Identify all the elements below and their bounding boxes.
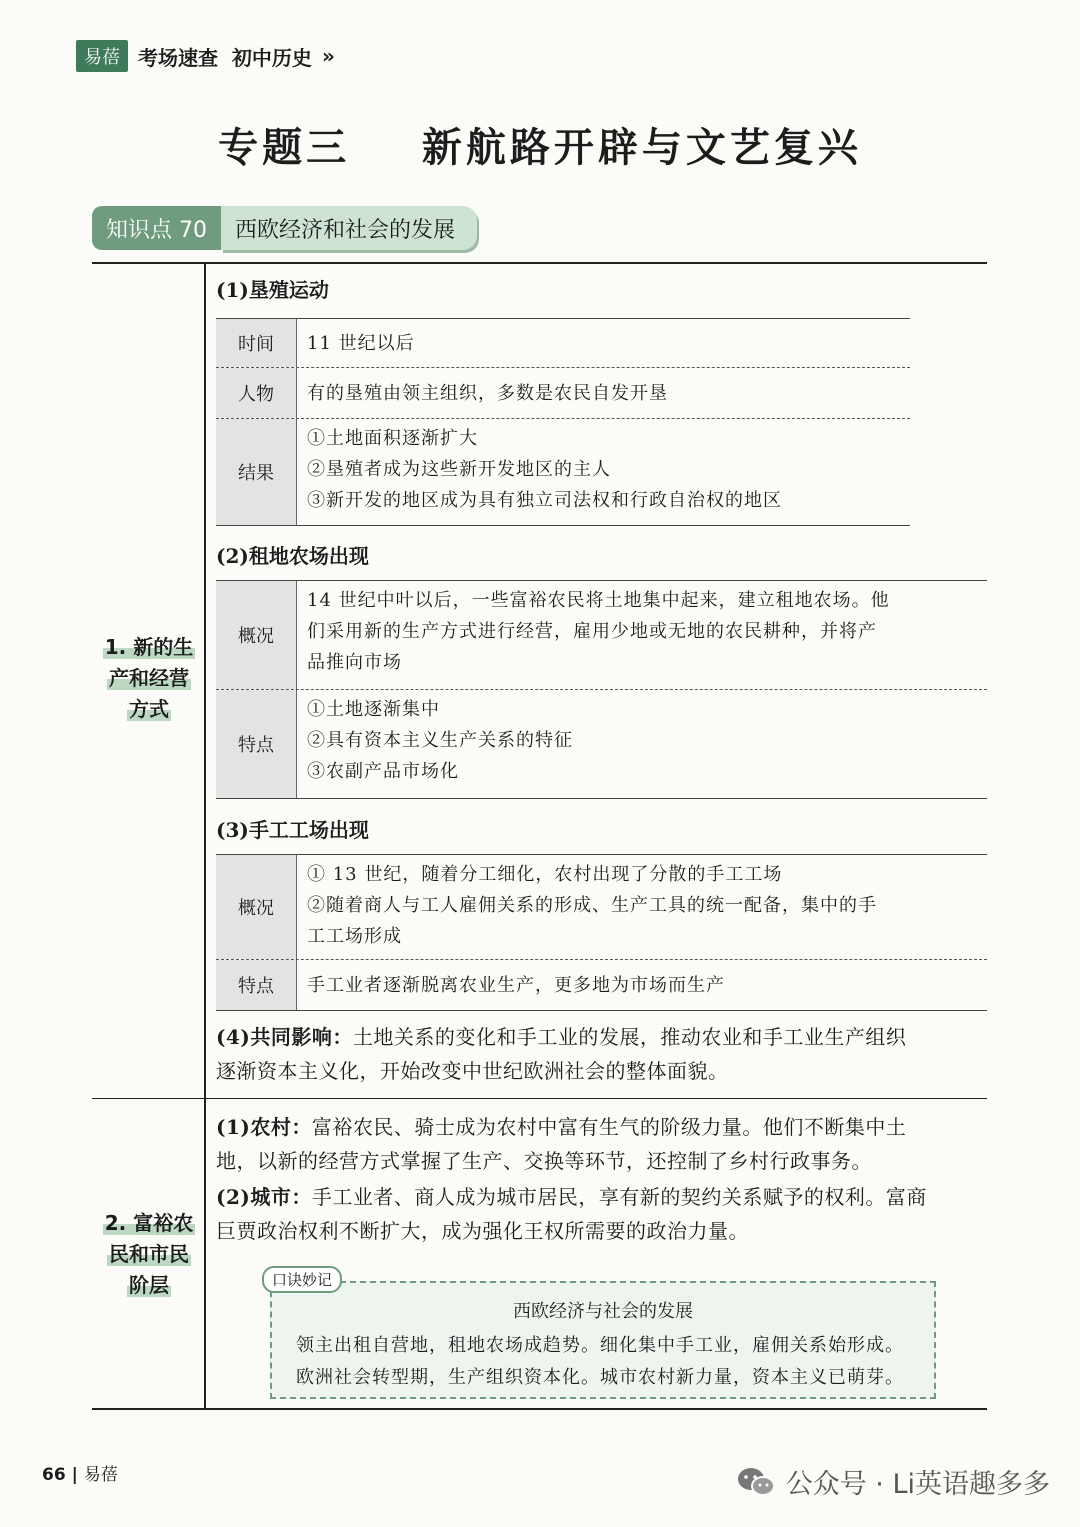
info-table-workshop	[216, 854, 987, 1011]
sub-heading-reclamation: (1)垦殖运动	[216, 278, 329, 302]
header-bar	[76, 40, 335, 72]
label-column-divider	[204, 262, 206, 1410]
section-label-2: 2. 富裕农 民和市民 阶层	[104, 1211, 194, 1297]
sub-heading-lease-farm: (2)租地农场出现	[216, 544, 369, 568]
table-row: 特点 ①土地逐渐集中 ②具有资本主义生产关系的特征 ③农副产品市场化	[216, 690, 987, 799]
knowledge-point-banner	[92, 206, 477, 250]
watermark	[736, 1462, 1050, 1501]
mnemonic-box	[270, 1281, 936, 1399]
table-top-border	[92, 262, 987, 264]
table-row: 结果 ①土地面积逐渐扩大 ②垦殖者成为这些新开发地区的主人 ③新开发的地区成为具有独立司法权和行政自治权的地区	[216, 419, 910, 526]
mnemonic-title: 西欧经济与社会的发展	[513, 1301, 693, 1322]
mnemonic-tag: 口诀妙记	[262, 1266, 342, 1293]
page-title: 专题三 新航路开辟与文艺复兴	[218, 125, 862, 171]
footer-brand: 易蓓	[83, 1465, 118, 1485]
table-row: 概况 ① 13 世纪，随着分工细化，农村出现了分散的手工工场 ②随着商人与工人雇佣关系的形成、生产工具的统一配备，集中的手 工工场形成	[216, 854, 987, 960]
wechat-icon	[736, 1466, 776, 1498]
mnemonic-line: 欧洲社会转型期，生产组织资本化。城市农村新力量，资本主义已萌芽。	[296, 1367, 904, 1388]
footer-page: 66 | 易蓓	[42, 1465, 118, 1485]
info-table-lease-farm	[216, 580, 987, 799]
brand-logo: 易蓓	[76, 40, 128, 72]
table-bottom-border	[92, 1408, 987, 1410]
table-row: 人物 有的垦殖由领主组织，多数是农民自发开垦	[216, 368, 910, 419]
knowledge-point-tag: 知识点 70	[92, 206, 221, 250]
section-label-1: 1. 新的生 产和经营 方式	[104, 635, 194, 721]
info-table-reclamation	[216, 318, 910, 526]
countryside-paragraph: (1)农村：富裕农民、骑士成为农村中富有生气的阶级力量。他们不断集中土 地，以新的经营方式掌握了生产、交换等环节，还控制了乡村行政事务。	[216, 1115, 907, 1173]
mnemonic-line: 领主出租自营地，租地农场成趋势。细化集中手工业，雇佣关系始形成。	[296, 1335, 904, 1356]
header-title: 考场速查 初中历史	[138, 45, 312, 70]
table-row: 概况 14 世纪中叶以后，一些富裕农民将土地集中起来，建立租地农场。他 们采用新的生产方式进行经营，雇用少地或无地的农民耕种，并将产 品推向市场	[216, 580, 987, 690]
watermark-text: 公众号 · Li英语趣多多	[785, 1469, 1050, 1500]
common-impact-paragraph: (4)共同影响：土地关系的变化和手工业的发展，推动农业和手工业生产组织 逐渐资本主义化，开始改变中世纪欧洲社会的整体面貌。	[216, 1025, 907, 1083]
table-row: 时间 11 世纪以后	[216, 318, 910, 368]
chevron-icon: »	[321, 44, 335, 68]
city-paragraph: (2)城市：手工业者、商人成为城市居民，享有新的契约关系赋予的权利。富商 巨贾政治权利不断扩大，成为强化王权所需要的政治力量。	[216, 1185, 927, 1243]
sub-heading-workshop: (3)手工工场出现	[216, 818, 369, 842]
table-row: 特点 手工业者逐渐脱离农业生产，更多地为市场而生产	[216, 960, 987, 1011]
knowledge-point-name: 西欧经济和社会的发展	[221, 206, 477, 250]
section-divider	[92, 1098, 987, 1099]
page-number: 66	[42, 1465, 66, 1485]
